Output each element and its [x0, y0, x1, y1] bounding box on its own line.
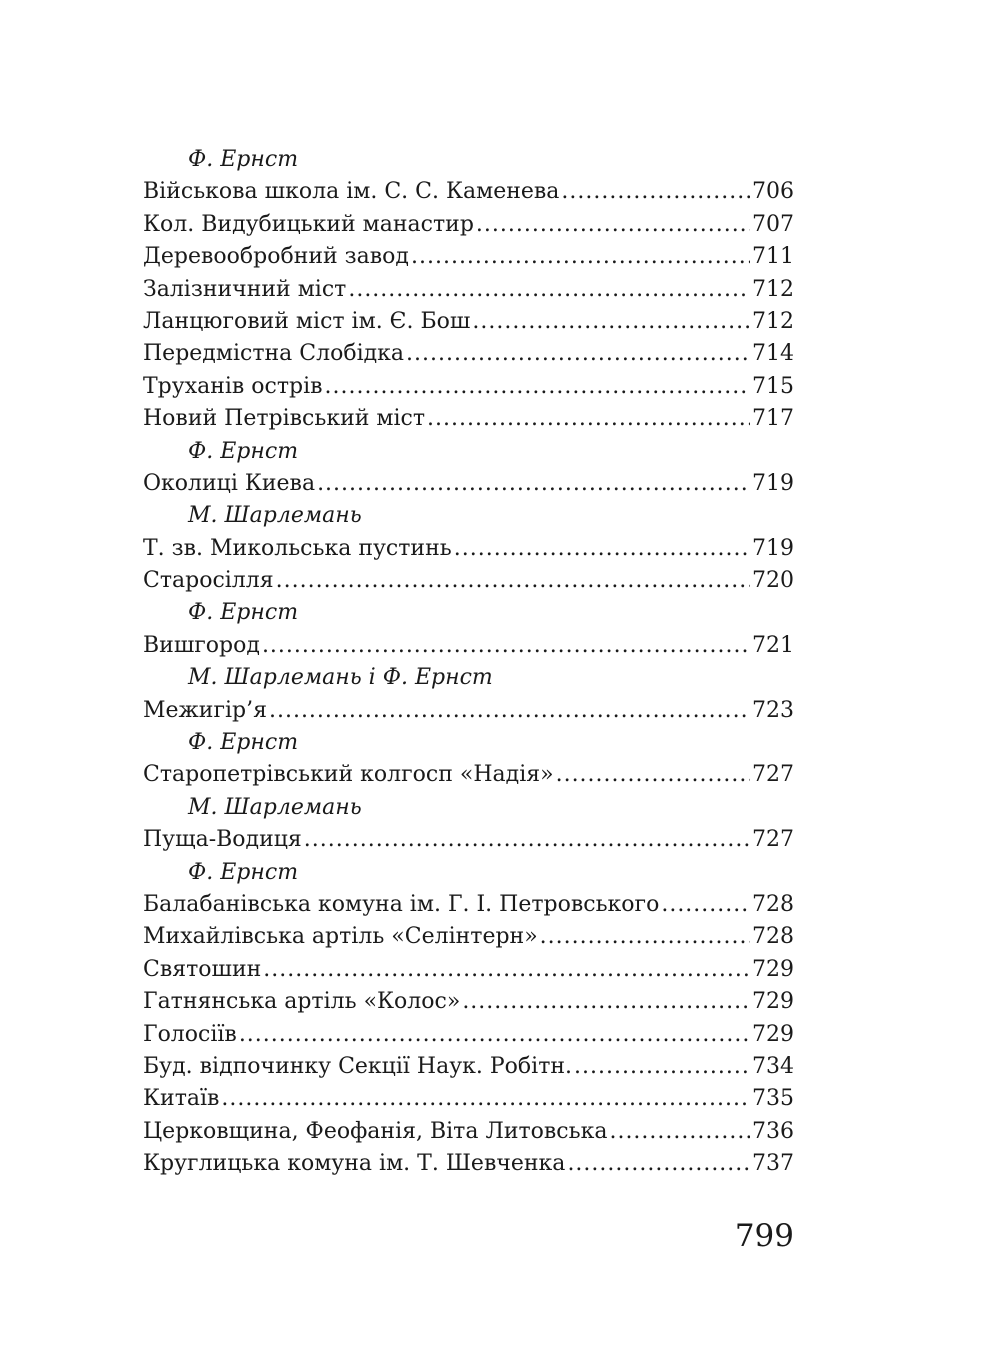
- toc-entry-page: 727: [752, 827, 794, 853]
- toc-entry-page: 736: [752, 1118, 794, 1144]
- dot-leader: [609, 1116, 750, 1148]
- dot-leader: [304, 824, 750, 856]
- toc-author: Ф. Ернст: [188, 730, 299, 756]
- toc-entry: [143, 986, 794, 1018]
- dot-leader: [276, 565, 750, 597]
- dot-leader: [476, 209, 750, 241]
- toc-entry: [143, 274, 794, 306]
- dot-leader: [325, 371, 750, 403]
- dot-leader: [411, 241, 750, 273]
- toc-entry-title: Святошин: [143, 956, 262, 982]
- toc-entry-page: 727: [752, 762, 794, 788]
- toc-entry: [143, 338, 794, 370]
- dot-leader: [561, 176, 750, 208]
- toc-entry-page: 721: [752, 632, 794, 658]
- toc-entry-page: 712: [752, 308, 794, 334]
- toc-entry: [143, 695, 794, 727]
- dot-leader: [317, 468, 750, 500]
- table-of-contents: [143, 144, 794, 1181]
- toc-entry-page: 711: [752, 244, 794, 270]
- dot-leader: [540, 921, 750, 953]
- toc-author: М. Шарлемань і Ф. Ернст: [188, 665, 493, 691]
- toc-entry: [143, 565, 794, 597]
- toc-entry: [143, 403, 794, 435]
- toc-entry-page: 735: [752, 1086, 794, 1112]
- toc-entry-page: 729: [752, 1021, 794, 1047]
- toc-entry: [143, 1083, 794, 1115]
- toc-entry-title: Михайлівська артіль «Селінтерн»: [143, 924, 538, 950]
- toc-entry-title: Передмістна Слобідка: [143, 341, 405, 367]
- dot-leader: [262, 630, 750, 662]
- toc-entry-page: 728: [752, 891, 794, 917]
- toc-entry: [143, 954, 794, 986]
- toc-entry-title: Межигір’я: [143, 697, 267, 723]
- toc-entry: [143, 1116, 794, 1148]
- toc-author: Ф. Ернст: [188, 438, 299, 464]
- toc-entry-title: Деревообробний завод: [143, 244, 409, 270]
- page-number: 799: [734, 1218, 794, 1254]
- toc-entry-title: Балабанівська комуна ім. Г. І. Петровського: [143, 891, 660, 917]
- dot-leader: [556, 759, 750, 791]
- toc-author: М. Шарлемань: [188, 794, 362, 820]
- toc-entry-title: Китаїв: [143, 1086, 220, 1112]
- toc-entry: [143, 759, 794, 791]
- toc-entry-page: 729: [752, 989, 794, 1015]
- toc-entry-title: Гатнянська артіль «Колос»: [143, 989, 461, 1015]
- dot-leader: [661, 889, 750, 921]
- toc-entry-title: Церковщина, Феофанія, Віта Литовська: [143, 1118, 608, 1144]
- toc-entry-page: 734: [752, 1053, 794, 1079]
- toc-author: Ф. Ернст: [188, 859, 299, 885]
- toc-author: Ф. Ернст: [188, 147, 299, 172]
- toc-entry-title: Ланцюговий міст ім. Є. Бош: [143, 308, 471, 334]
- toc-entry-page: 715: [752, 373, 794, 399]
- dot-leader: [263, 954, 750, 986]
- toc-entry-page: 719: [752, 535, 794, 561]
- dot-leader: [269, 695, 750, 727]
- toc-entry-title: Труханів острів: [143, 373, 323, 399]
- toc-author: Ф. Ернст: [188, 600, 299, 626]
- dot-leader: [574, 1051, 750, 1083]
- toc-entry-title: Буд. відпочинку Секції Наук. Робітн.: [143, 1053, 573, 1079]
- toc-entry-title: Новий Петрівський міст: [143, 406, 426, 432]
- toc-entry: [143, 468, 794, 500]
- toc-entry-title: Військова школа ім. С. С. Каменева: [143, 179, 560, 205]
- toc-entry: [143, 176, 794, 208]
- toc-entry-title: Старосілля: [143, 568, 274, 594]
- dot-leader: [239, 1019, 750, 1051]
- toc-entry-title: Залізничний міст: [143, 276, 347, 302]
- dot-leader: [454, 533, 750, 565]
- toc-entry-title: Круглицька комуна ім. Т. Шевченка: [143, 1151, 566, 1177]
- toc-entry: [143, 1148, 794, 1180]
- toc-entry-page: 707: [752, 211, 794, 237]
- dot-leader: [427, 403, 750, 435]
- toc-entry-page: 706: [752, 179, 794, 205]
- toc-entry-page: 723: [752, 697, 794, 723]
- toc-entry: [143, 889, 794, 921]
- toc-entry-title: Околиці Киева: [143, 470, 316, 496]
- toc-entry: [143, 824, 794, 856]
- toc-entry-title: Голосіїв: [143, 1021, 237, 1047]
- toc-entry: [143, 1019, 794, 1051]
- toc-entry-title: Т. зв. Микольська пустинь: [143, 535, 452, 561]
- toc-entry: [143, 1051, 794, 1083]
- toc-entry: [143, 921, 794, 953]
- dot-leader: [406, 338, 750, 370]
- toc-author: М. Шарлемань: [188, 503, 362, 529]
- dot-leader: [348, 274, 750, 306]
- toc-entry: [143, 241, 794, 273]
- toc-entry-title: Пуща-Водиця: [143, 827, 302, 853]
- toc-entry: [143, 306, 794, 338]
- toc-entry-title: Вишгород: [143, 632, 260, 658]
- toc-entry-page: 729: [752, 956, 794, 982]
- toc-entry-page: 717: [752, 406, 794, 432]
- toc-entry-page: 720: [752, 568, 794, 594]
- dot-leader: [462, 986, 750, 1018]
- toc-entry-title: Старопетрівський колгосп «Надія»: [143, 762, 554, 788]
- toc-entry-page: 728: [752, 924, 794, 950]
- toc-entry: [143, 630, 794, 662]
- dot-leader: [472, 306, 750, 338]
- toc-entry: [143, 533, 794, 565]
- toc-entry: [143, 209, 794, 241]
- dot-leader: [567, 1148, 750, 1180]
- toc-entry-title: Кол. Видубицький манастир: [143, 211, 474, 237]
- toc-entry-page: 737: [752, 1151, 794, 1177]
- toc-entry-page: 712: [752, 276, 794, 302]
- dot-leader: [221, 1083, 750, 1115]
- toc-entry-page: 714: [752, 341, 794, 367]
- toc-entry-page: 719: [752, 470, 794, 496]
- toc-entry: [143, 371, 794, 403]
